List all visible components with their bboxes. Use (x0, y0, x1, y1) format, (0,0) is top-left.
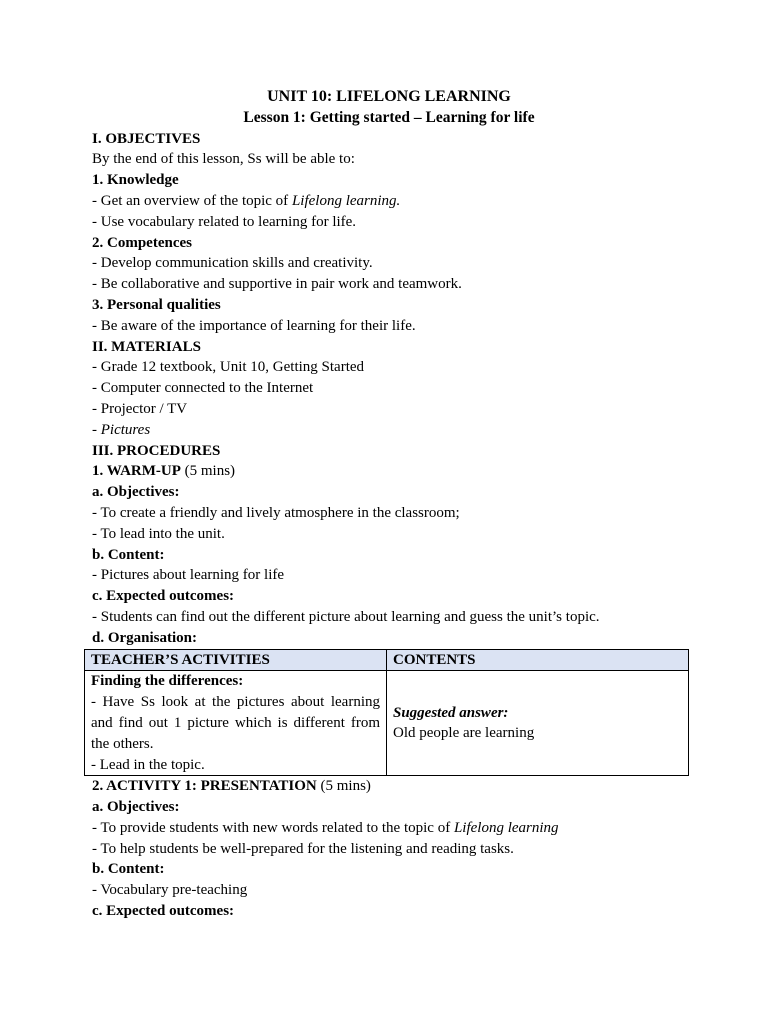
activity1-content-heading: b. Content: (92, 861, 165, 878)
knowledge-item: - Use vocabulary related to learning for life. (92, 213, 357, 230)
activity1-content: - Vocabulary pre-teaching (92, 882, 248, 899)
warmup-organisation-heading: d. Organisation: (92, 629, 198, 646)
materials-item: - Grade 12 textbook, Unit 10, Getting Started (92, 359, 365, 376)
objectives-heading: I. OBJECTIVES (92, 130, 201, 147)
materials-item (92, 420, 686, 441)
competences-item: - Be collaborative and supportive in pair work and teamwork. (92, 276, 462, 293)
warmup-heading-text: 1. WARM-UP (92, 463, 181, 480)
materials-item-text: - (92, 421, 101, 438)
warmup-heading (92, 461, 686, 482)
knowledge-item (92, 191, 686, 212)
materials-item: - Projector / TV (92, 400, 188, 417)
activity1-objective-italic: Lifelong learning (453, 819, 559, 836)
qualities-item: - Be aware of the importance of learning for their life. (92, 317, 416, 334)
activity1-objective (92, 818, 686, 839)
contents-cell (387, 671, 689, 776)
materials-item: - Computer connected to the Internet (92, 380, 314, 397)
knowledge-heading: 1. Knowledge (92, 172, 179, 189)
activity1-objective: - To help students be well-prepared for the listening and reading tasks. (92, 840, 514, 857)
activity1-outcomes-heading: c. Expected outcomes: (92, 903, 235, 920)
materials-item-italic: Pictures (100, 421, 151, 438)
table-row (85, 671, 689, 776)
activity1-duration: (5 mins) (316, 778, 371, 795)
materials-heading: II. MATERIALS (92, 338, 201, 355)
activity1-objectives-heading: a. Objectives: (92, 799, 180, 816)
objectives-intro: By the end of this lesson, Ss will be able to: (92, 151, 355, 168)
answer-label: Suggested answer: (393, 704, 509, 721)
warmup-content: - Pictures about learning for life (92, 567, 285, 584)
knowledge-item-italic: Lifelong learning. (291, 192, 401, 209)
activity-title: Finding the differences: (91, 673, 244, 690)
knowledge-item-text: - Get an overview of the topic of (92, 192, 292, 209)
lesson-title: Lesson 1: Getting started – Learning for life (243, 108, 535, 126)
teacher-activities-cell (85, 671, 387, 776)
qualities-heading: 3. Personal qualities (92, 296, 221, 313)
table-header-teacher: TEACHER’S ACTIVITIES (85, 649, 387, 671)
competences-heading: 2. Competences (92, 234, 192, 251)
warmup-outcomes-heading: c. Expected outcomes: (92, 588, 235, 605)
warmup-objectives-heading: a. Objectives: (92, 484, 180, 501)
table-header-row (85, 649, 689, 671)
activity-text: - Lead in the topic. (91, 756, 205, 773)
unit-title: UNIT 10: LIFELONG LEARNING (267, 88, 511, 105)
warmup-objective: - To lead into the unit. (92, 525, 225, 542)
competences-item: - Develop communication skills and creativity. (92, 255, 373, 272)
activity-text: - Have Ss look at the pictures about learning and find out 1 picture which is different from the others. (91, 694, 380, 752)
lesson-plan (92, 87, 686, 922)
activity1-heading (92, 776, 686, 797)
activity1-heading-text: 2. ACTIVITY 1: PRESENTATION (92, 778, 317, 795)
activity1-objective-text: - To provide students with new words related to the topic of (92, 819, 454, 836)
warmup-duration: (5 mins) (180, 463, 236, 480)
procedures-heading: III. PROCEDURES (92, 442, 221, 459)
table-header-contents: CONTENTS (387, 649, 689, 671)
answer-text: Old people are learning (393, 725, 535, 742)
warmup-content-heading: b. Content: (92, 546, 165, 563)
warmup-outcome: - Students can find out the different picture about learning and guess the unit’s topic. (92, 608, 600, 625)
warmup-objective: - To create a friendly and lively atmosphere in the classroom; (92, 504, 460, 521)
activities-table (84, 649, 689, 777)
